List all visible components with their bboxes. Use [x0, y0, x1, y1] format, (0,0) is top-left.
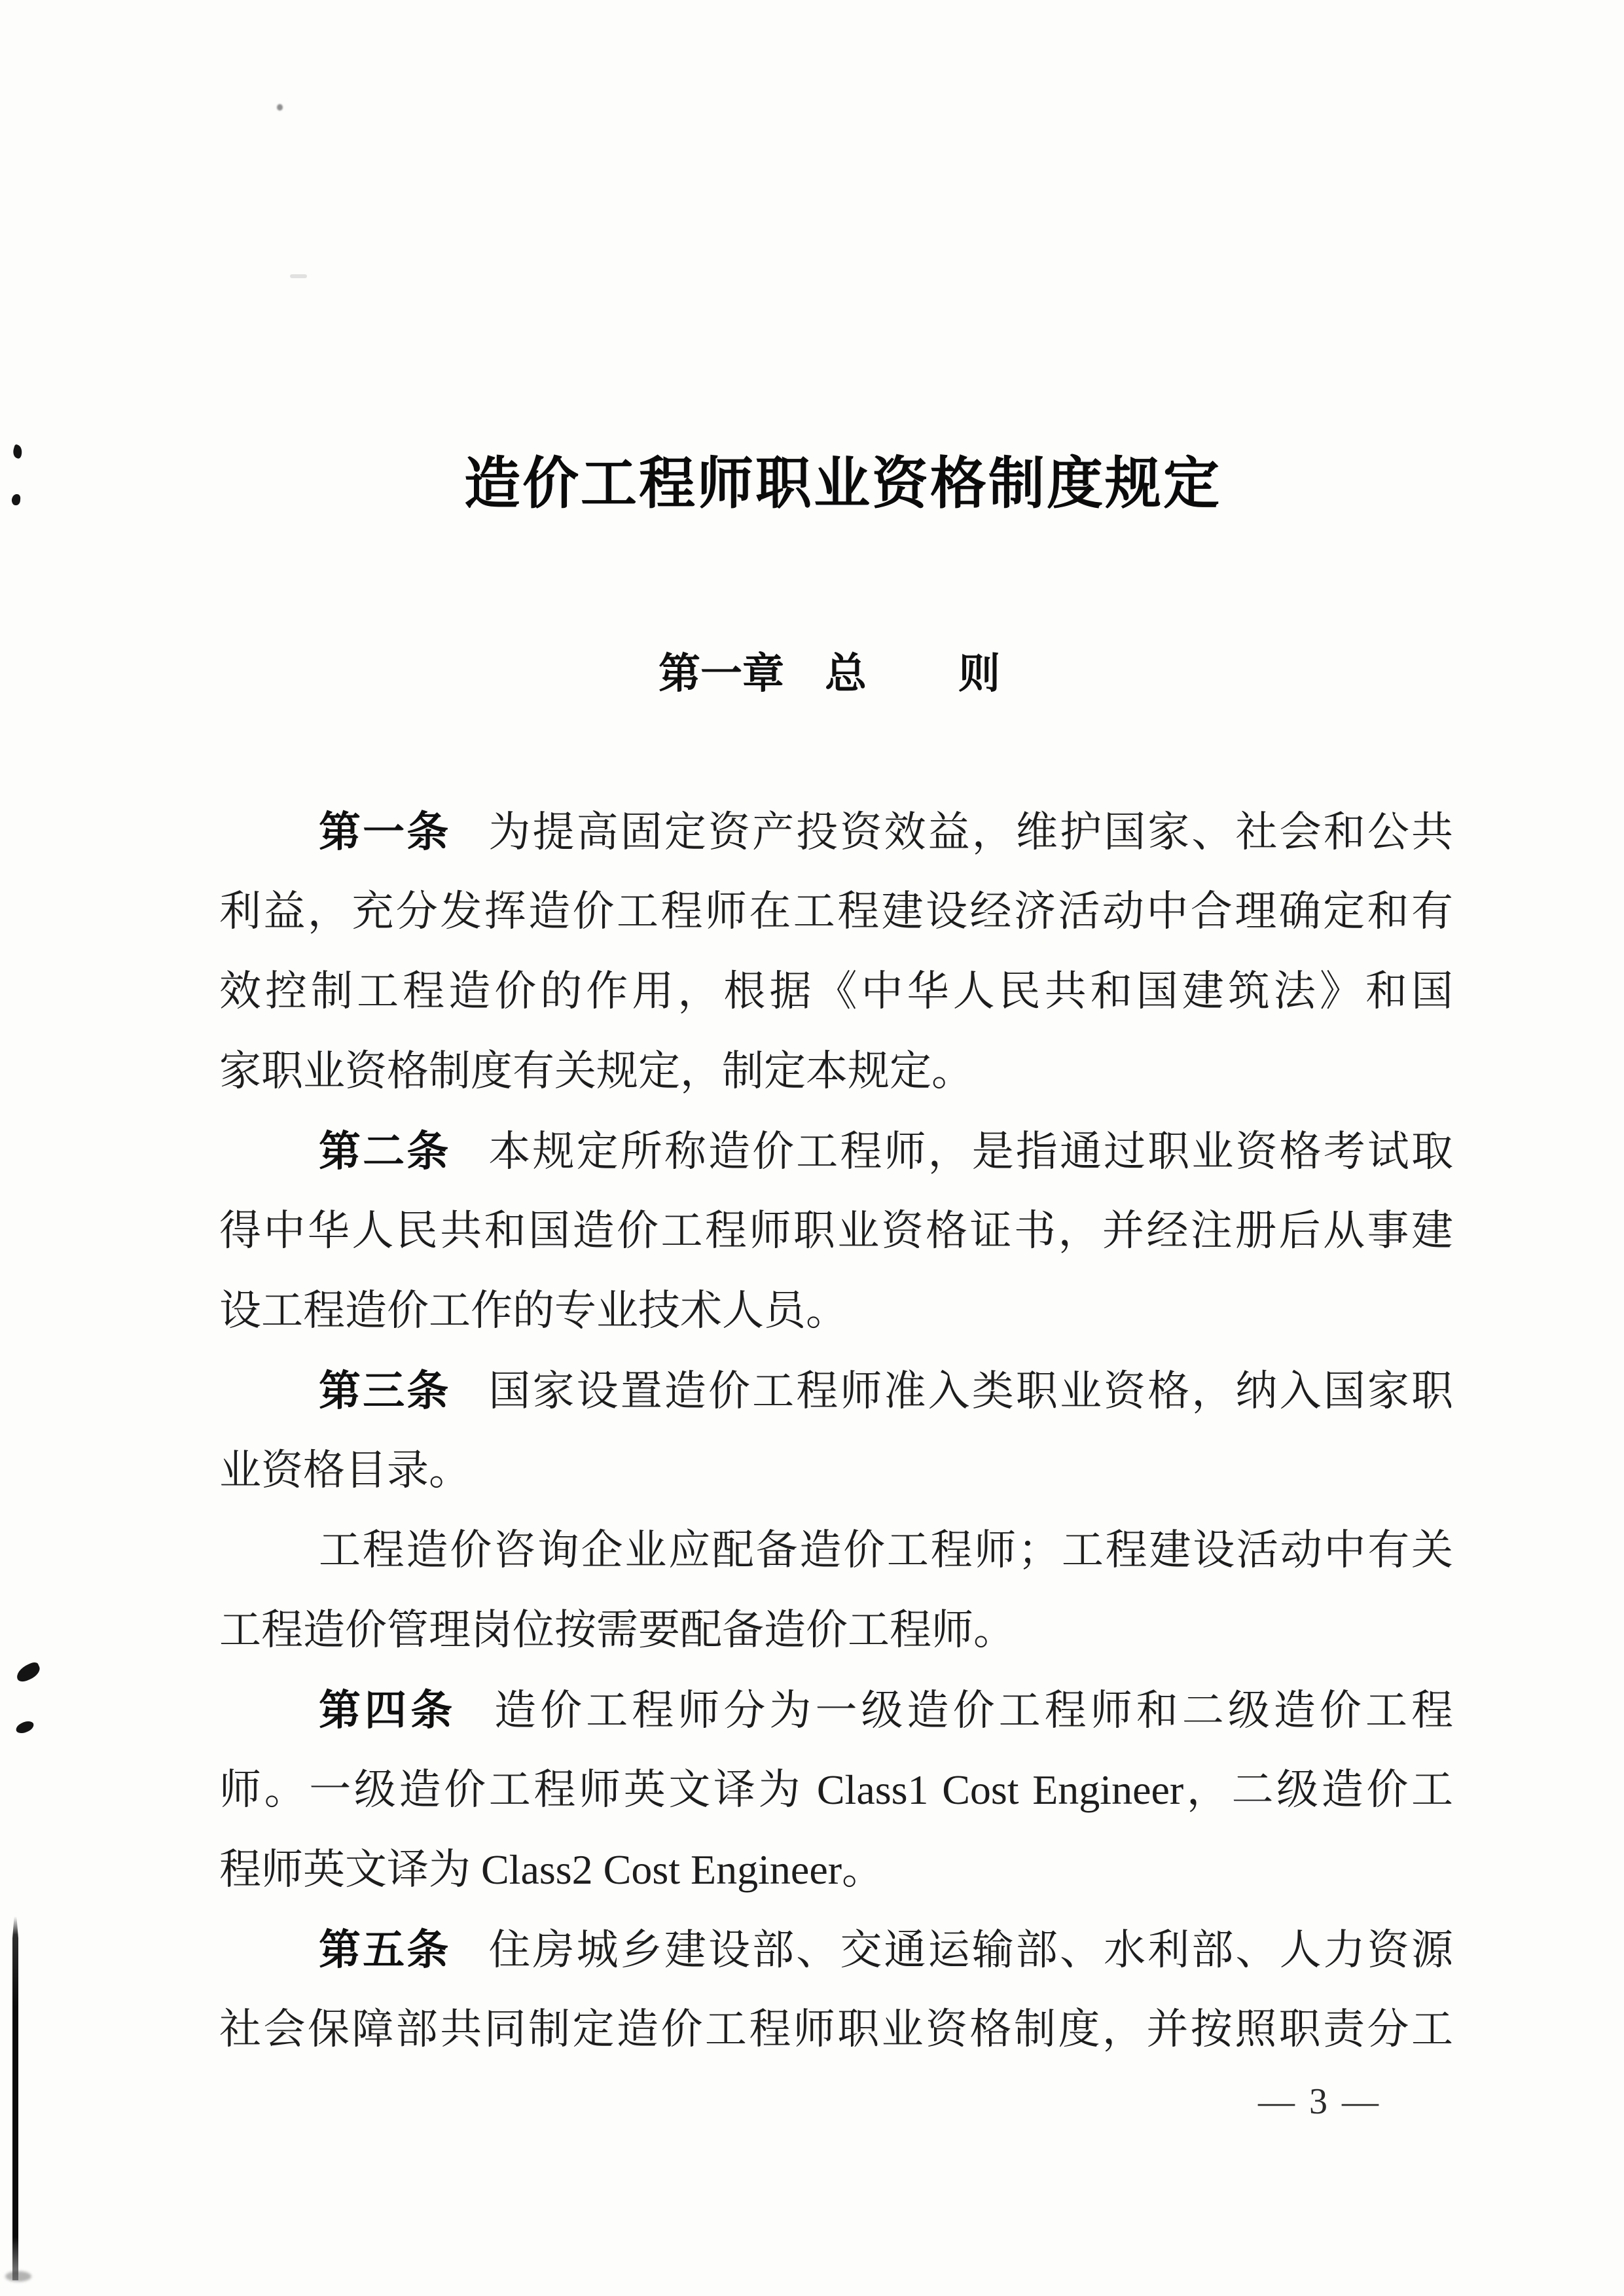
article-number-label: 第二条	[319, 1128, 451, 1175]
ink-mark-2	[11, 494, 20, 506]
line-text: 国家设置造价工程师准入类职业资格，纳入国家职	[488, 1368, 1453, 1414]
body-text	[219, 792, 1453, 2070]
line-text: 工程造价管理岗位按需要配备造价工程师。	[219, 1607, 1015, 1653]
page-number: — 3 —	[1258, 2081, 1381, 2122]
text-line	[219, 1590, 1453, 1670]
text-line	[219, 1910, 1453, 1990]
chapter-number: 第一章	[659, 651, 784, 697]
scan-speck	[277, 104, 283, 111]
scan-smudge	[290, 274, 307, 278]
article-number-label: 第四条	[319, 1687, 457, 1734]
ink-mark-3	[14, 1660, 43, 1684]
chapter-title-word-2: 则	[958, 651, 1000, 697]
line-text: 效控制工程造价的作用，根据《中华人民共和国建筑法》和国	[219, 968, 1453, 1014]
text-line	[219, 792, 1453, 872]
text-line	[219, 1351, 1453, 1431]
document-title: 造价工程师职业资格制度规定	[464, 452, 1221, 515]
article-number-label: 第五条	[319, 1926, 451, 1973]
line-text: 本规定所称造价工程师，是指通过职业资格考试取	[488, 1128, 1453, 1175]
line-text: 住房城乡建设部、交通运输部、水利部、人力资源	[488, 1927, 1453, 1973]
scan-streak-smudge	[5, 2271, 31, 2282]
text-line	[219, 1990, 1453, 2070]
ink-mark-1	[12, 444, 24, 459]
ink-mark-4	[14, 1720, 35, 1734]
article-number-label: 第三条	[319, 1367, 451, 1414]
article-number-label: 第一条	[319, 808, 451, 855]
chapter-heading	[659, 651, 1000, 698]
line-text: 家职业资格制度有关规定，制定本规定。	[219, 1048, 973, 1094]
text-line	[219, 1511, 1453, 1590]
text-line	[219, 952, 1453, 1031]
text-line	[219, 1830, 1453, 1910]
line-text: 业资格目录。	[219, 1447, 471, 1494]
text-line	[219, 1431, 1453, 1511]
text-line	[219, 872, 1453, 952]
text-line	[219, 1191, 1453, 1271]
text-line	[219, 1670, 1453, 1750]
line-text: 为提高固定资产投资效益，维护国家、社会和公共	[488, 809, 1453, 855]
line-text: 得中华人民共和国造价工程师职业资格证书，并经注册后从事建	[219, 1208, 1453, 1254]
line-text: 工程造价咨询企业应配备造价工程师；工程建设活动中有关	[319, 1527, 1453, 1573]
line-text: 设工程造价工作的专业技术人员。	[219, 1287, 848, 1334]
text-line	[219, 1111, 1453, 1191]
line-text: 师。一级造价工程师英文译为 Class1 Cost Engineer，二级造价工	[219, 1767, 1453, 1813]
text-line	[219, 1750, 1453, 1830]
line-text: 造价工程师分为一级造价工程师和二级造价工程	[494, 1687, 1454, 1734]
scan-streak	[12, 1916, 18, 2280]
line-text: 社会保障部共同制定造价工程师职业资格制度，并按照职责分工	[219, 2006, 1453, 2053]
text-line	[219, 1271, 1453, 1351]
chapter-title-word-1: 总	[825, 651, 867, 697]
text-line	[219, 1031, 1453, 1111]
line-text: 程师英文译为 Class2 Cost Engineer。	[219, 1846, 884, 1893]
line-text: 利益，充分发挥造价工程师在工程建设经济活动中合理确定和有	[219, 888, 1453, 935]
